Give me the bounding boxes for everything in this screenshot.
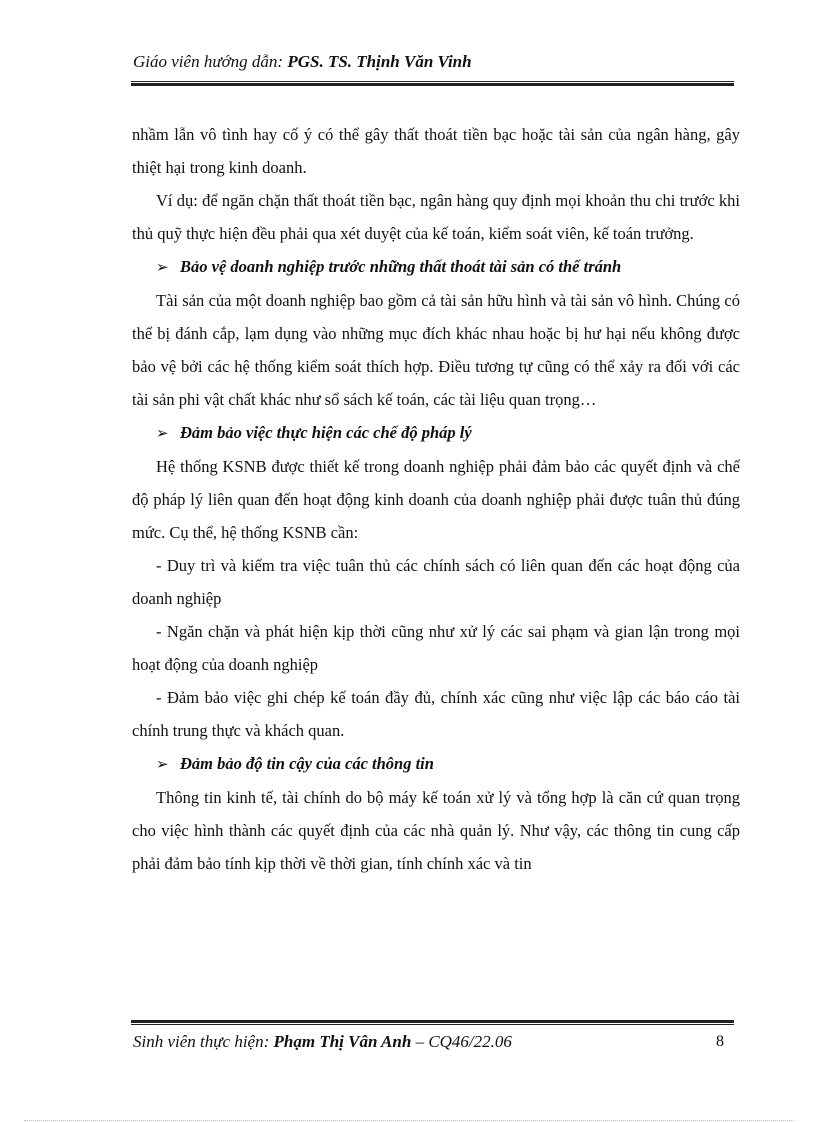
page-edge-dotted-line	[24, 1120, 794, 1121]
student-class: – CQ46/22.06	[411, 1032, 512, 1051]
header-rule-thin	[131, 81, 734, 82]
body-paragraph: Thông tin kinh tế, tài chính do bộ máy kế toán xử lý và tổng hợp là căn cứ quan trọng cho việc hình thành các quyết định của các nhà quản lý. Như vậy, các thông tin cung cấp phải đảm bảo tính kịp thời về thời gian, tính chính xác và tin	[132, 788, 740, 873]
section-heading	[132, 250, 740, 284]
body-paragraph: - Duy trì và kiểm tra việc tuân thủ các chính sách có liên quan đến các hoạt động của doanh nghiệp	[132, 556, 740, 608]
footer-text	[131, 1031, 734, 1053]
section-heading	[132, 416, 740, 450]
body-paragraph: nhầm lẫn vô tình hay cố ý có thể gây thất thoát tiền bạc hoặc tài sản của ngân hàng, gây thiệt hại trong kinh doanh.	[132, 125, 740, 177]
section-heading-text: Đảm bảo độ tin cậy của các thông tin	[180, 754, 434, 773]
header-text	[131, 51, 734, 73]
arrow-bullet-icon: ➢	[156, 424, 169, 442]
arrow-bullet-icon: ➢	[156, 755, 169, 773]
footer-rule-thin	[131, 1024, 734, 1025]
supervisor-name: PGS. TS. Thịnh Văn Vinh	[287, 52, 472, 71]
section-heading	[132, 747, 740, 781]
header-label: Giáo viên hướng dẫn:	[133, 52, 288, 71]
arrow-bullet-icon: ➢	[156, 258, 169, 276]
document-body	[132, 118, 740, 880]
body-paragraph: - Ngăn chặn và phát hiện kịp thời cũng như xử lý các sai phạm và gian lận trong mọi hoạt động của doanh nghiệp	[132, 622, 740, 674]
page-footer	[131, 1020, 734, 1053]
section-heading-text: Bảo vệ doanh nghiệp trước những thất thoát tài sản có thể tránh	[180, 257, 622, 276]
body-paragraph: Tài sản của một doanh nghiệp bao gồm cả tài sản hữu hình và tài sản vô hình. Chúng có thể bị đánh cắp, lạm dụng vào những mục đích khác nhau hoặc bị hư hại nếu không được bảo vệ bởi các hệ thống kiểm soát thích hợp. Điều tương tự cũng có thể xảy ra đối với các tài sản phi vật chất khác như sổ sách kế toán, các tài liệu quan trọng…	[132, 291, 740, 409]
footer-label: Sinh viên thực hiện:	[133, 1032, 274, 1051]
body-paragraph: Hệ thống KSNB được thiết kế trong doanh nghiệp phải đảm bảo các quyết định và chế độ pháp lý liên quan đến hoạt động kinh doanh của doanh nghiệp phải được tuân thủ đúng mức. Cụ thể, hệ thống KSNB cần:	[132, 457, 740, 542]
body-paragraph: Ví dụ: để ngăn chặn thất thoát tiền bạc, ngân hàng quy định mọi khoản thu chi trước khi thủ quỹ thực hiện đều phải qua xét duyệt của kế toán, kiểm soát viên, kế toán trưởng.	[132, 191, 740, 243]
student-name: Phạm Thị Vân Anh	[273, 1032, 412, 1051]
header-rule-thick	[131, 83, 734, 86]
footer-rule-thick	[131, 1020, 734, 1023]
section-heading-text: Đảm bảo việc thực hiện các chế độ pháp lý	[180, 423, 472, 442]
page-header	[131, 51, 734, 86]
body-paragraph: - Đảm bảo việc ghi chép kế toán đầy đủ, chính xác cũng như việc lập các báo cáo tài chính trung thực và khách quan.	[132, 688, 740, 740]
page-number: 8	[716, 1033, 724, 1050]
